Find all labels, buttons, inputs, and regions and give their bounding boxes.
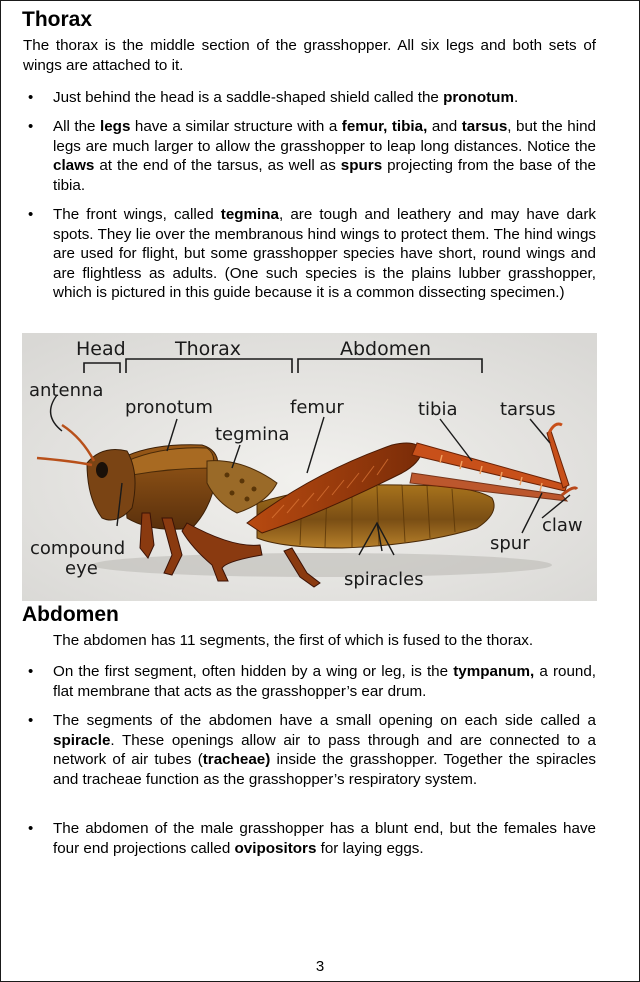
label-thorax: Thorax [175, 338, 241, 360]
label-claw: claw [542, 515, 583, 536]
bold-term: femur, tibia, [341, 118, 428, 135]
label-tegmina: tegmina [215, 424, 290, 445]
label-head: Head [76, 338, 126, 360]
text-run: at the end of the tarsus, as well as [94, 157, 341, 174]
grasshopper-anatomy-figure [22, 333, 597, 601]
text-run: projecting from the base of the tibia. [53, 157, 596, 194]
text-run: inside the grasshopper. Together the spiracles and tracheae function as the grasshopper’s respiratory system. [53, 751, 596, 788]
text-run: Just behind the head is a saddle-shaped shield called the [53, 89, 444, 106]
text-run: The segments of the abdomen have a small opening on each side called a [53, 712, 596, 729]
abdomen-bullet-tympanum [53, 662, 596, 701]
bold-term: claws [53, 157, 95, 174]
abdomen-intro: The abdomen has 11 segments, the first of which is fused to the thorax. [53, 632, 534, 649]
label-abdomen: Abdomen [340, 338, 431, 360]
text-run: . These openings allow air to pass through and are connected to a network of air tubes ( [53, 731, 596, 768]
compound-eye [96, 462, 108, 478]
bold-term: spiracle [53, 731, 111, 749]
bullet-marker: • [28, 118, 34, 135]
bold-term: tarsus [461, 118, 508, 135]
bullet-marker: • [28, 820, 34, 837]
label-pronotum: pronotum [125, 397, 213, 418]
text-run: and [427, 118, 462, 135]
page-number: 3 [315, 958, 325, 975]
bullet-marker: • [28, 89, 34, 106]
text-run: for laying eggs. [316, 839, 424, 857]
bold-term: tegmina [220, 206, 279, 223]
text-run: All the [53, 118, 101, 135]
thorax-intro: The thorax is the middle section of the grasshopper. All six legs and both sets of wings are attached to it. [23, 37, 596, 74]
bold-term: tympanum, [453, 663, 535, 680]
abdomen-bullet-spiracle [53, 711, 596, 789]
text-run: have a similar structure with a [130, 118, 342, 135]
label-spur: spur [490, 533, 530, 554]
text-run: a round, flat membrane that acts as the grasshopper’s ear drum. [53, 663, 597, 700]
thorax-bullet-legs [53, 117, 596, 195]
shadow [92, 553, 552, 577]
thorax-heading: Thorax [22, 8, 93, 31]
thorax-bullet-pronotum [53, 88, 596, 108]
text-run: . [513, 89, 519, 106]
thorax-bullet-wings [53, 205, 596, 303]
label-compound-eye-line1: compound [30, 538, 126, 559]
text-run: , but the hind legs are much larger to allow the grasshopper to leap long distances. Notice the [53, 118, 596, 155]
abdomen-heading: Abdomen [22, 603, 119, 626]
text-run: , are tough and leathery and may have dark spots. They lie over the membranous hind wings to protect them. The hind wings are used for flight, but some grasshopper species have short, round wings and are flightless as adults. (One such species is the plains lubber grasshopper, which is pictured in this guide because it is a common dissecting specimen.) [53, 206, 596, 301]
bold-term: tracheae) [202, 751, 271, 768]
bold-term: legs [100, 118, 131, 135]
bold-term: spurs [340, 157, 383, 174]
label-tibia: tibia [418, 399, 458, 420]
label-spiracles: spiracles [344, 569, 424, 590]
abdomen-bullet-ovipositors [53, 819, 596, 858]
bullet-marker: • [28, 663, 34, 680]
bullet-marker: • [28, 712, 34, 729]
label-tarsus: tarsus [500, 399, 556, 420]
label-compound-eye-line2: eye [65, 558, 98, 579]
text-run: The front wings, called [53, 206, 221, 223]
bold-term: ovipositors [234, 839, 317, 857]
text-run: The abdomen of the male grasshopper has a blunt end, but the females have four end projections called [53, 820, 596, 857]
bullet-marker: • [28, 206, 34, 223]
bold-term: pronotum [443, 89, 514, 106]
text-run: On the first segment, often hidden by a wing or leg, is the [53, 663, 454, 680]
label-antenna: antenna [29, 380, 104, 401]
label-femur: femur [290, 397, 344, 418]
